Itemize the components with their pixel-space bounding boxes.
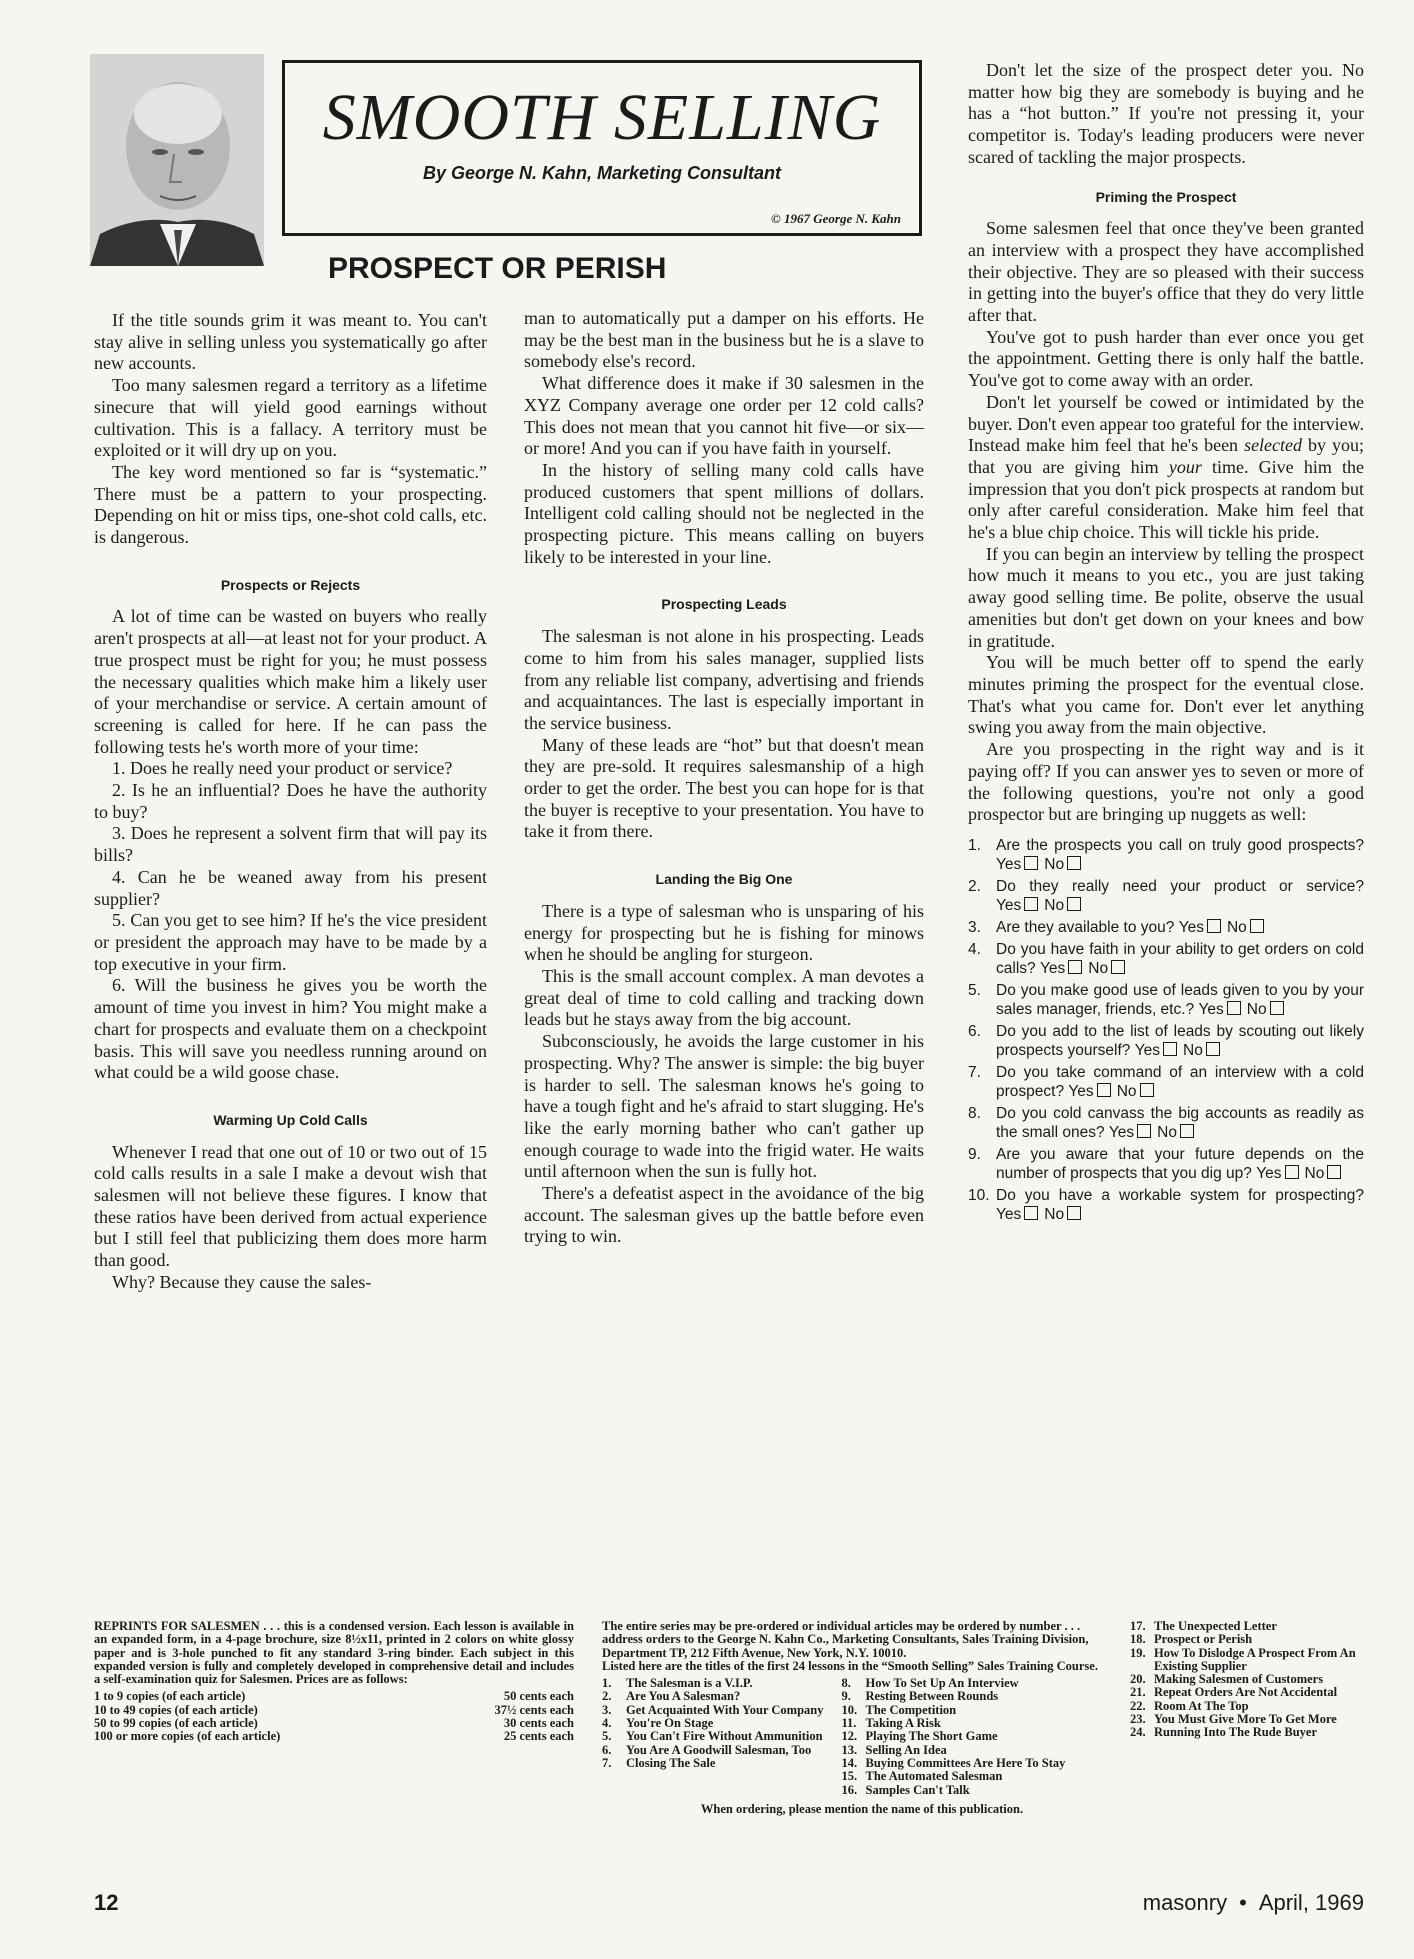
lesson-item	[1130, 1673, 1364, 1686]
lesson-item	[1130, 1633, 1364, 1646]
yes-checkbox[interactable]	[1207, 919, 1221, 933]
no-checkbox[interactable]	[1067, 856, 1081, 870]
paragraph: 2. Is he an influential? Does he have the authority to buy?	[94, 780, 487, 822]
lesson-item	[842, 1770, 1066, 1783]
yes-no-options	[996, 855, 1087, 874]
lesson-number: 4.	[602, 1716, 612, 1731]
no-checkbox[interactable]	[1180, 1124, 1194, 1138]
lesson-item	[602, 1704, 824, 1717]
no-checkbox[interactable]	[1206, 1042, 1220, 1056]
lesson-number: 7.	[602, 1755, 612, 1770]
price-quantity: 10 to 49 copies (of each article)	[94, 1702, 258, 1717]
yes-label: Yes	[996, 1205, 1022, 1223]
quiz-item	[968, 1022, 1364, 1060]
price-row	[94, 1717, 574, 1730]
column-1	[94, 310, 487, 1294]
yes-no-options	[1040, 959, 1131, 978]
quiz-question: Are the prospects you call on truly good prospects?	[996, 836, 1364, 854]
text-run: time. Give him the impression that you don't pick prospects at random but only after careful consideration. Make him feel that he's a blue chip choice. This will tickle his pride.	[968, 456, 1364, 543]
lesson-title: Buying Committees Are Here To Stay	[865, 1755, 1066, 1770]
subheading: Priming the Prospect	[1095, 188, 1237, 205]
lesson-number: 8.	[841, 1676, 851, 1691]
lesson-title: Taking A Risk	[865, 1716, 941, 1731]
no-checkbox[interactable]	[1140, 1083, 1154, 1097]
no-label: No	[1116, 1082, 1137, 1100]
no-checkbox[interactable]	[1270, 1001, 1284, 1015]
no-checkbox[interactable]	[1067, 897, 1081, 911]
italic-word: your	[1168, 456, 1202, 477]
lesson-item	[842, 1690, 1066, 1703]
lesson-title: How To Set Up An Interview	[865, 1676, 1019, 1691]
text-run: Don't let yourself be cowed or intimidated by the buyer. Don't even appear too grateful for the interview. Instead make him feel that he's been	[968, 391, 1364, 456]
quiz-question: Are they available to you?	[996, 918, 1175, 936]
paragraph: You've got to push harder than ever once you get the appointment. Getting there is only half the battle. You've got to come away with an order.	[968, 326, 1364, 391]
yes-label: Yes	[1039, 959, 1066, 977]
no-label: No	[1044, 1205, 1065, 1223]
yes-no-options	[1135, 1041, 1226, 1060]
price-row	[94, 1704, 574, 1717]
lesson-number: 14.	[841, 1755, 858, 1770]
no-label: No	[1044, 855, 1065, 873]
lesson-item	[842, 1717, 1066, 1730]
no-checkbox[interactable]	[1111, 960, 1125, 974]
paragraph: The salesman is not alone in his prospecting. Leads come to him from his sales manager, supplied lists from any reliable list company, advertising and friends and acquaintances. The last is especially important in the service business.	[524, 626, 924, 733]
quiz-item	[968, 836, 1364, 874]
lesson-title: You Must Give More To Get More	[1154, 1712, 1337, 1727]
yes-no-options	[1256, 1164, 1347, 1183]
lesson-title: Repeat Orders Are Not Accidental	[1154, 1685, 1338, 1700]
price-row	[94, 1690, 574, 1703]
no-label: No	[1044, 896, 1065, 914]
no-checkbox[interactable]	[1327, 1165, 1341, 1179]
quiz-item	[968, 1063, 1364, 1101]
yes-checkbox[interactable]	[1227, 1001, 1241, 1015]
no-label: No	[1157, 1123, 1177, 1141]
price-amount: 50 cents each	[503, 1689, 574, 1704]
yes-label: Yes	[1108, 1123, 1135, 1141]
paragraph: Too many salesmen regard a territory as a lifetime sinecure that will yield good earnings without cultivation. This is a fallacy. A territory must be exploited or it will dry up on you.	[94, 375, 487, 461]
lesson-title: Get Acquainted With Your Company	[626, 1702, 824, 1717]
column-title: SMOOTH SELLING	[322, 81, 882, 154]
lesson-number: 10.	[841, 1702, 858, 1717]
mention-note: When ordering, please mention the name of this publication.	[700, 1801, 1024, 1816]
yes-no-options	[1109, 1123, 1200, 1142]
price-amount: 30 cents each	[503, 1716, 574, 1731]
lesson-item	[842, 1744, 1066, 1757]
lesson-number: 13.	[841, 1742, 858, 1757]
price-quantity: 1 to 9 copies (of each article)	[94, 1689, 246, 1704]
price-amount: 25 cents each	[503, 1729, 574, 1744]
quiz-number: 8.	[968, 1104, 981, 1122]
quiz-item	[968, 877, 1364, 915]
subheading: Prospecting Leads	[661, 596, 787, 613]
lesson-title: Resting Between Rounds	[865, 1689, 999, 1704]
paragraph: There's a defeatist aspect in the avoidance of the big account. The salesman gives up the battle before even trying to win.	[524, 1183, 924, 1247]
lesson-item	[602, 1730, 824, 1743]
yes-label: Yes	[1256, 1164, 1282, 1182]
yes-label: Yes	[1198, 1000, 1224, 1018]
column-2	[524, 308, 924, 1248]
paragraph: Subconsciously, he avoids the large customer in his prospecting. Why? The answer is simple: the big buyer is harder to sell. The salesman knows he's going to have a tough fight and he's afraid to start slugging. He's like the early morning bather who can't gather up enough courage to wade into the frigid water. He waits until afternoon when the sun is fully hot.	[524, 1031, 924, 1182]
paragraph: 1. Does he really need your product or service?	[112, 758, 453, 779]
quiz-number: 10.	[968, 1186, 990, 1204]
lesson-item	[602, 1717, 824, 1730]
lesson-number: 1.	[602, 1676, 612, 1691]
quiz-question: Do you have faith in your ability to get orders on cold calls?	[996, 940, 1364, 977]
price-list	[94, 1690, 574, 1743]
no-label: No	[1304, 1164, 1325, 1182]
paragraph: 6. Will the business he gives you be worth the amount of time you invest in him? You might make a chart for prospects and evaluate them on a checkpoint basis. This will save you needless running around on what could be a wild goose chase.	[94, 975, 487, 1083]
lesson-number: 11.	[841, 1716, 857, 1731]
no-label: No	[1183, 1041, 1203, 1059]
footer-magazine	[1143, 1890, 1364, 1916]
lesson-title: You Can't Fire Without Ammunition	[626, 1729, 823, 1744]
lesson-number: 6.	[602, 1742, 612, 1757]
lesson-title: Playing The Short Game	[865, 1729, 998, 1744]
yes-checkbox[interactable]	[1163, 1042, 1177, 1056]
yes-no-options	[1179, 918, 1270, 937]
title-box	[282, 60, 922, 236]
paragraph: man to automatically put a damper on his efforts. He may be the best man in the business but he is a slave to somebody else's record.	[524, 308, 924, 372]
listed-text: Listed here are the titles of the first 24 lessons in the “Smooth Selling” Sales Training Course.	[602, 1658, 1098, 1673]
lessons-list-c	[1130, 1620, 1364, 1740]
yes-checkbox[interactable]	[1285, 1165, 1299, 1179]
quiz-question: Do you add to the list of leads by scouting out likely prospects yourself?	[996, 1022, 1364, 1059]
lesson-number: 3.	[602, 1702, 612, 1717]
yes-checkbox[interactable]	[1097, 1083, 1111, 1097]
no-label: No	[1246, 1000, 1267, 1018]
paragraph	[968, 392, 1364, 544]
quiz-list	[968, 836, 1364, 1224]
lesson-title: How To Dislodge A Prospect From An Existing Supplier	[1154, 1645, 1356, 1673]
paragraph: If you can begin an interview by telling the prospect how much it means to you etc., you are just taking away good selling time. Be polite, observe the usual amenities but don't get down on your knees and bow in gratitude.	[968, 543, 1364, 651]
lesson-item	[602, 1744, 824, 1757]
price-row	[94, 1730, 574, 1743]
lesson-item	[1130, 1686, 1364, 1699]
quiz-question: Are you aware that your future depends on the number of prospects that you dig up?	[996, 1145, 1364, 1182]
lesson-item	[1130, 1700, 1364, 1713]
lesson-item	[842, 1784, 1066, 1797]
copyright: © 1967 George N. Kahn	[771, 211, 901, 226]
lesson-item	[842, 1677, 1066, 1690]
magazine-name: masonry	[1142, 1890, 1228, 1915]
quiz-number: 2.	[968, 877, 981, 895]
quiz-item	[968, 918, 1364, 937]
yes-no-options	[996, 1205, 1087, 1224]
lesson-title: Running Into The Rude Buyer	[1154, 1725, 1318, 1740]
reprints-lessons-block	[1130, 1620, 1364, 1740]
yes-checkbox[interactable]	[1068, 960, 1082, 974]
italic-word: selected	[1244, 435, 1303, 456]
paragraph: You will be much better off to spend the early minutes priming the prospect for the eventual close. That's what you came for. Don't ever let anything swing you away from the main objective.	[968, 652, 1364, 738]
quiz-question: Do you have a workable system for prospecting?	[996, 1186, 1364, 1204]
quiz-question: Do they really need your product or service?	[996, 877, 1364, 895]
lesson-title: The Automated Salesman	[865, 1769, 1003, 1784]
lesson-item	[602, 1690, 824, 1703]
column-3	[968, 60, 1364, 1227]
quiz-number: 6.	[968, 1022, 981, 1040]
yes-label: Yes	[1068, 1082, 1094, 1100]
lessons-list-a	[602, 1677, 824, 1797]
lesson-title: Closing The Sale	[626, 1755, 716, 1770]
lesson-title: Are You A Salesman?	[626, 1689, 741, 1704]
yes-label: Yes	[1134, 1041, 1161, 1059]
lesson-number: 15.	[841, 1769, 858, 1784]
lessons-columns	[602, 1677, 1122, 1797]
lesson-number: 18.	[1130, 1632, 1146, 1647]
lesson-item	[1130, 1713, 1364, 1726]
quiz-item	[968, 940, 1364, 978]
yes-no-options	[1068, 1082, 1159, 1101]
lesson-title: The Unexpected Letter	[1154, 1619, 1277, 1633]
paragraph: 3. Does he represent a solvent firm that will pay its bills?	[94, 823, 487, 866]
quiz-number: 5.	[968, 981, 981, 999]
reprints-order-block	[602, 1620, 1122, 1816]
lesson-title: Room At The Top	[1154, 1698, 1249, 1713]
paragraph: The key word mentioned so far is “systematic.” There must be a pattern to your prospecting. Depending on hit or miss tips, one-shot cold calls, etc. is dangerous.	[94, 461, 487, 548]
lesson-item	[842, 1730, 1066, 1743]
paragraph: 5. Can you get to see him? If he's the vice president or president the approach may have to be made by a top executive in your firm.	[94, 910, 487, 974]
yes-checkbox[interactable]	[1024, 1206, 1038, 1220]
article-headline: PROSPECT OR PERISH	[328, 252, 667, 285]
quiz-number: 4.	[968, 940, 981, 958]
no-checkbox[interactable]	[1067, 1206, 1081, 1220]
yes-checkbox[interactable]	[1137, 1124, 1151, 1138]
paragraph: Don't let the size of the prospect deter you. No matter how big they are somebody is buying and he has a “hot button.” If you're not pressing it, your competitor is. Today's leading producers were never scared of tackling the major prospects.	[968, 60, 1364, 167]
subheading: Landing the Big One	[655, 871, 793, 888]
quiz-item	[968, 1104, 1364, 1142]
yes-no-options	[1198, 1000, 1289, 1019]
quiz-question: Do you make good use of leads given to you by your sales manager, friends, etc.?	[996, 981, 1364, 1018]
author-photo	[90, 54, 264, 266]
lesson-item	[602, 1757, 824, 1770]
price-quantity: 50 to 99 copies (of each article)	[94, 1716, 258, 1731]
subheading: Prospects or Rejects	[220, 576, 361, 593]
price-amount: 37½ cents each	[494, 1702, 574, 1717]
quiz-number: 3.	[968, 918, 981, 936]
lesson-number: 2.	[602, 1689, 612, 1704]
lesson-number: 16.	[841, 1782, 858, 1797]
quiz-number: 7.	[968, 1063, 981, 1081]
paragraph: What difference does it make if 30 salesmen in the XYZ Company average one order per 12 cold calls? This does not mean that you cannot hit five—or six—or more! And you can if you have faith in yourself.	[524, 373, 924, 459]
quiz-item	[968, 1186, 1364, 1224]
lesson-number: 5.	[602, 1729, 612, 1744]
lesson-title: The Salesman is a V.I.P.	[626, 1676, 753, 1691]
reprints-section	[94, 1619, 1364, 1816]
paragraph: In the history of selling many cold calls have produced customers that spent millions of dollars. Intelligent cold calling should not be neglected in the prospecting picture. This means calling on buyers likely to be interested in your line.	[524, 459, 924, 567]
lesson-item	[602, 1677, 824, 1690]
quiz-number: 1.	[968, 836, 981, 854]
reprints-intro-block	[94, 1620, 574, 1748]
paragraph: 4. Can he be weaned away from his present supplier?	[94, 866, 487, 909]
subheading: Warming Up Cold Calls	[213, 1111, 368, 1128]
yes-label: Yes	[1178, 918, 1204, 936]
lesson-number: 12.	[841, 1729, 858, 1744]
lesson-number: 9.	[841, 1689, 851, 1704]
quiz-item	[968, 1145, 1364, 1183]
paragraph: Are you prospecting in the right way and is it paying off? If you can answer yes to seven or more of the following questions, you're not only a good prospector but are bringing up nuggets as well:	[968, 739, 1364, 825]
lesson-title: Samples Can't Talk	[865, 1782, 970, 1797]
lesson-title: Selling An Idea	[865, 1742, 947, 1757]
yes-no-options	[996, 896, 1087, 915]
paragraph: Why? Because they cause the sales-	[112, 1271, 372, 1292]
lesson-item	[1130, 1647, 1364, 1674]
price-quantity: 100 or more copies (of each article)	[94, 1729, 281, 1744]
quiz-number: 9.	[968, 1145, 981, 1163]
yes-label: Yes	[996, 855, 1022, 873]
paragraph: A lot of time can be wasted on buyers who really aren't prospects at all—at least not for your product. A true prospect must be right for you; he must possess the necessary qualities which make him a likely user of your merchandise or service. A certain amount of screening is called for here. If he can pass the following tests he's worth more of your time:	[94, 606, 487, 757]
lesson-title: You're On Stage	[626, 1716, 714, 1731]
lesson-number: 19.	[1130, 1645, 1146, 1660]
lesson-number: 20.	[1130, 1672, 1146, 1687]
paragraph: Whenever I read that one out of 10 or two out of 15 cold calls results in a sale I make a devout wish that salesmen will not believe these figures. I know that these ratios have been derived from actual experience but I still feel that publicizing them does more harm than good.	[94, 1141, 487, 1271]
lesson-number: 24.	[1130, 1725, 1146, 1740]
lessons-list-b	[842, 1677, 1066, 1797]
byline: By George N. Kahn, Marketing Consultant	[422, 163, 782, 183]
lesson-item	[842, 1704, 1066, 1717]
issue-date: April, 1969	[1258, 1890, 1364, 1915]
lesson-number: 17.	[1130, 1619, 1146, 1633]
lesson-item	[842, 1757, 1066, 1770]
no-label: No	[1226, 918, 1247, 936]
bullet-separator: •	[1239, 1890, 1247, 1915]
paragraph: Some salesmen feel that once they've been granted an interview with a prospect they have accomplished their objective. They are so pleased with their success in getting into the buyer's office that they do very little after that.	[968, 218, 1364, 326]
lesson-title: The Competition	[865, 1702, 957, 1717]
lesson-number: 22.	[1130, 1698, 1146, 1713]
paragraph: Many of these leads are “hot” but that doesn't mean they are pre-sold. It requires salesmanship of a high order to get the order. The best you can hope for is that the buyer is receptive to your presentation. You have to take it from there.	[524, 734, 924, 842]
lesson-item	[1130, 1726, 1364, 1739]
quiz-item	[968, 981, 1364, 1019]
lesson-title: You Are A Goodwill Salesman, Too	[626, 1742, 812, 1757]
quiz-question: Do you cold canvass the big accounts as readily as the small ones?	[996, 1104, 1364, 1141]
lesson-item	[1130, 1620, 1364, 1633]
yes-checkbox[interactable]	[1024, 897, 1038, 911]
lesson-title: Making Salesmen of Customers	[1154, 1672, 1324, 1687]
text-run: by you; that you are giving him	[968, 435, 1365, 477]
paragraph: This is the small account complex. A man devotes a great deal of time to cold calling and tracking down leads but he stays away from the big account.	[524, 965, 924, 1030]
lesson-title: Prospect or Perish	[1154, 1632, 1253, 1647]
page-number: 12	[94, 1890, 119, 1915]
paragraph: There is a type of salesman who is unsparing of his energy for prospecting but he is fishing for minows when he should be angling for sturgeon.	[524, 900, 924, 965]
order-text: The entire series may be pre-ordered or individual articles may be ordered by number . . . address orders to the George N. Kahn Co., Marketing Consultants, Sales Training Division, Department TP, 212 Fifth Avenue, New York, N.Y. 10010.	[602, 1619, 1089, 1660]
yes-label: Yes	[996, 896, 1022, 914]
yes-checkbox[interactable]	[1024, 856, 1038, 870]
no-label: No	[1088, 959, 1109, 977]
paragraph: If the title sounds grim it was meant to. You can't stay alive in selling unless you systematically go after new accounts.	[94, 310, 487, 374]
reprints-intro: REPRINTS FOR SALESMEN . . . this is a condensed version. Each lesson is available in an expanded form, in a 4-page brochure, size 8½x11, printed in 2 colors on white glossy paper and is 3-hole punched to fit any standard 3-ring binder. Each subject in this expanded version is fully and completely developed in comprehensive detail and includes a self-examination quiz for Salesmen. Prices are as follows:	[94, 1619, 574, 1687]
lesson-number: 21.	[1130, 1685, 1146, 1700]
lesson-number: 23.	[1130, 1712, 1146, 1727]
no-checkbox[interactable]	[1250, 919, 1264, 933]
quiz-question: Do you take command of an interview with a cold prospect?	[996, 1063, 1364, 1100]
